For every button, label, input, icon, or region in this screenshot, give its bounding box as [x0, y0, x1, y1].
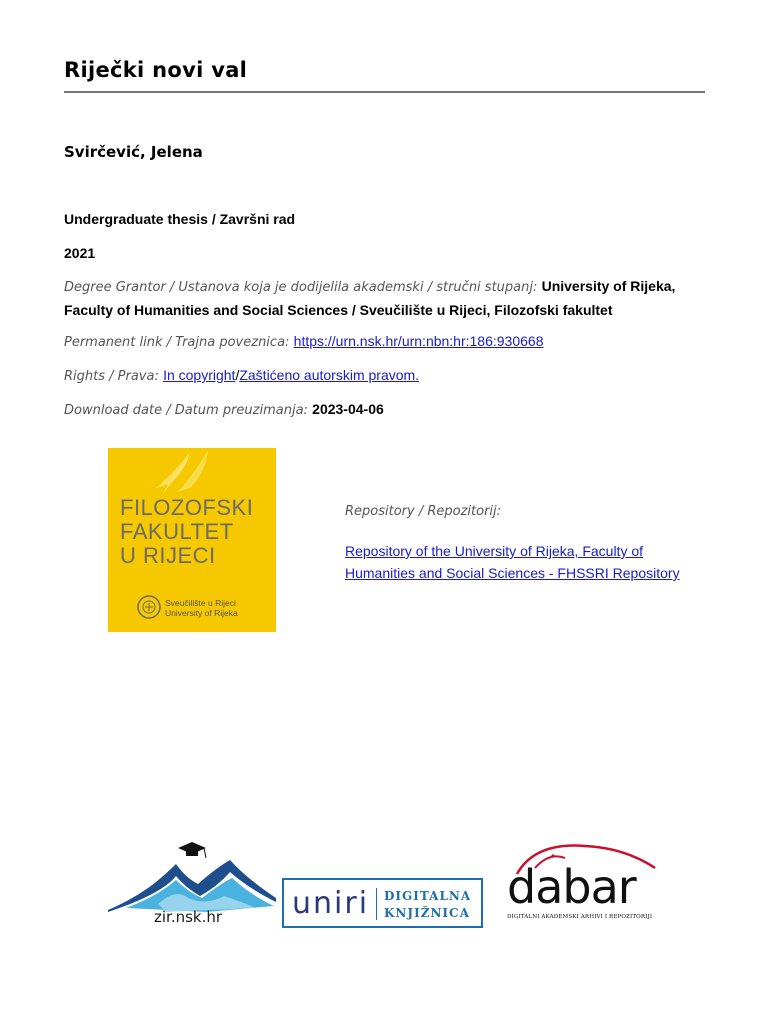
thesis-type-value: Undergraduate thesis / Završni rad [64, 211, 296, 227]
author-name: Svirčević, Jelena [64, 143, 203, 161]
thesis-type [64, 208, 714, 232]
zir-logo-text: zir.nsk.hr [154, 908, 223, 926]
repository-label: Repository / Repozitorij: [345, 504, 502, 519]
repository-link[interactable] [345, 540, 685, 584]
download-date [64, 398, 714, 422]
zir-logo [106, 838, 278, 930]
download-date-value: 2023-04-06 [312, 401, 384, 417]
faculty-logo [108, 448, 276, 632]
permanent-link-label: Permanent link / Trajna poveznica: [64, 335, 290, 350]
repository-link-line-2[interactable]: Humanities and Social Sciences - FHSSRI Repository [345, 565, 680, 581]
faculty-logo-line-2: FAKULTET [120, 519, 234, 544]
title-divider [64, 91, 705, 93]
year [64, 242, 714, 266]
uniri-separator [376, 888, 377, 920]
dabar-wordmark: dabar [507, 860, 636, 914]
uniri-line-1: DIGITALNA [384, 889, 472, 903]
dabar-subtitle: DIGITALNI AKADEMSKI ARHIVI I REPOZITORIJI [507, 914, 653, 920]
seal-line-1: Sveučilište u Rijeci [165, 598, 236, 608]
zir-mountain-graphic [106, 838, 278, 918]
rights-label: Rights / Prava: [64, 369, 159, 384]
page-title: Riječki novi val [64, 58, 248, 82]
seal-line-2: University of Rijeka [165, 608, 238, 618]
uniri-line-2: KNJIŽNICA [384, 906, 470, 920]
university-seal-icon [136, 594, 162, 620]
university-seal-text [165, 598, 238, 618]
degree-grantor-label: Degree Grantor / Ustanova koja je dodijelila akademski / stručni stupanj: [64, 280, 538, 295]
dabar-logo [505, 838, 665, 928]
rights [64, 364, 714, 388]
rights-separator: / [235, 367, 240, 383]
faculty-logo-line-1: FILOZOFSKI [120, 495, 254, 520]
faculty-logo-text [120, 496, 253, 568]
degree-grantor-value: University of Rijeka, Faculty of Humanities and Social Sciences / Sveučilište u Rijeci, Filozofski fakultet [64, 278, 676, 318]
permanent-link [64, 330, 714, 354]
rights-link-in-copyright[interactable]: In copyright [163, 367, 236, 383]
permanent-link-url[interactable]: https://urn.nsk.hr/urn:nbn:hr:186:930668 [293, 333, 544, 349]
repository-link-line-1[interactable]: Repository of the University of Rijeka, Faculty of [345, 543, 644, 559]
rights-link-zasticeno[interactable]: Zaštićeno autorskim pravom. [239, 367, 420, 383]
download-date-label: Download date / Datum preuzimanja: [64, 403, 308, 418]
year-value: 2021 [64, 245, 96, 261]
uniri-dk-text [384, 888, 471, 922]
uniri-digitalna-knjiznica-logo [282, 878, 483, 928]
faculty-logo-line-3: U RIJECI [120, 543, 216, 568]
uniri-wordmark: uniri [292, 886, 370, 921]
degree-grantor [64, 275, 714, 323]
